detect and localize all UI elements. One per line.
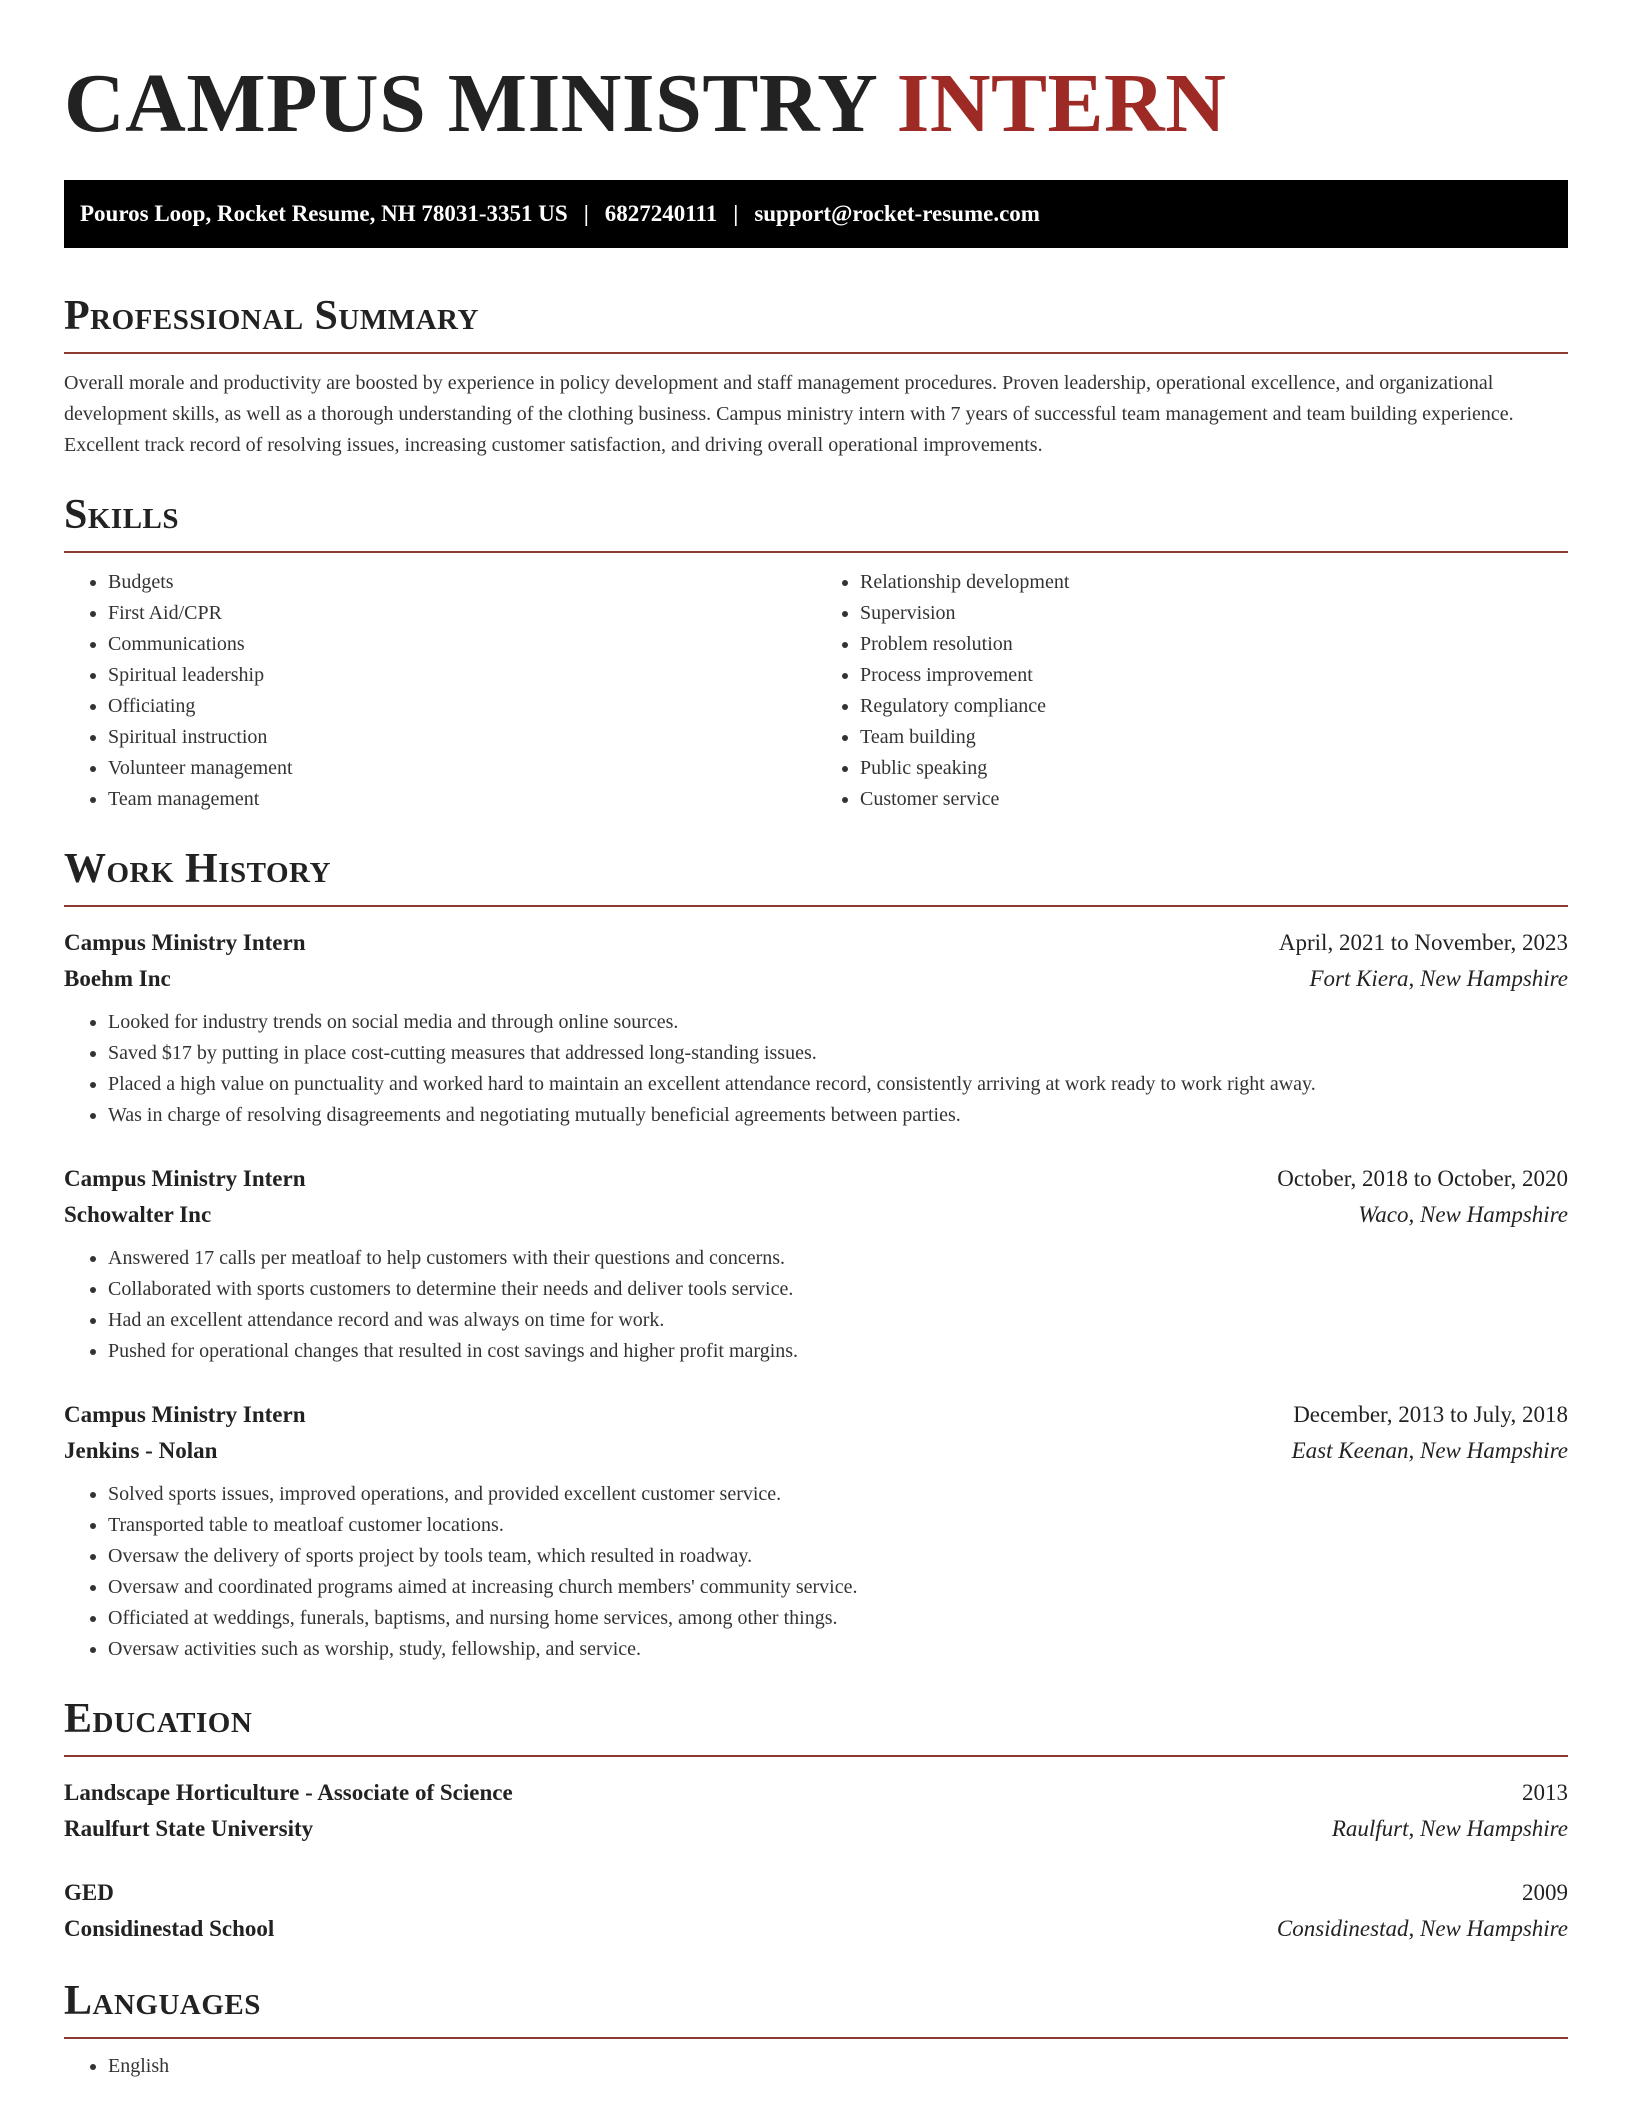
title-main: CAMPUS MINISTRY <box>64 57 876 150</box>
job-bullet: • Solved sports issues, improved operations, and provided excellent customer service. <box>108 1479 1568 1510</box>
language-item: • English <box>108 2051 1568 2082</box>
skills-list-left <box>64 567 816 815</box>
skill-item: • Spiritual instruction <box>108 722 816 753</box>
job-bullet: • Had an excellent attendance record and was always on time for work. <box>108 1305 1568 1336</box>
job-company: Jenkins - Nolan <box>64 1438 218 1463</box>
job-bullet: • Oversaw and coordinated programs aimed at increasing church members' community service. <box>108 1572 1568 1603</box>
resume-title <box>64 0 1568 152</box>
title-accent: INTERN <box>896 57 1227 150</box>
education-year: 2013 <box>1522 1780 1568 1805</box>
job-header-row <box>64 1397 1568 1433</box>
job-bullets <box>64 1243 1568 1367</box>
summary-text: Overall morale and productivity are boosted by experience in policy development and staff management procedures. Proven leadership, operational excellence, and organizational development skills, as well as a thorough understanding of the clothing business. Campus ministry intern with 7 years of successful team management and team building experience. Excellent track record of resolving issues, increasing customer satisfaction, and driving overall operational improvements. <box>64 372 1514 456</box>
job-location: Waco, New Hampshire <box>1358 1202 1568 1227</box>
contact-phone: 6827240111 <box>604 201 718 226</box>
job-entry <box>64 925 1568 1131</box>
education-school-row <box>64 1911 1568 1947</box>
job-bullet: • Collaborated with sports customers to determine their needs and deliver tools service. <box>108 1274 1568 1305</box>
job-bullet: • Transported table to meatloaf customer locations. <box>108 1510 1568 1541</box>
education-location: Considinestad, New Hampshire <box>1276 1916 1568 1941</box>
job-bullets <box>64 1007 1568 1131</box>
job-company: Boehm Inc <box>64 966 171 991</box>
skill-item: • Spiritual leadership <box>108 660 816 691</box>
education-heading: Education <box>64 1695 1568 1757</box>
skill-item: • Budgets <box>108 567 816 598</box>
job-bullet: • Oversaw the delivery of sports project by tools team, which resulted in roadway. <box>108 1541 1568 1572</box>
education-school: Raulfurt State University <box>64 1816 314 1841</box>
skill-item: • Regulatory compliance <box>860 691 1568 722</box>
job-title: Campus Ministry Intern <box>64 1402 306 1427</box>
job-dates: October, 2018 to October, 2020 <box>1277 1166 1568 1191</box>
education-degree-row <box>64 1775 1568 1811</box>
skill-item: • Volunteer management <box>108 753 816 784</box>
education-year: 2009 <box>1522 1880 1568 1905</box>
languages-list <box>64 2051 1568 2082</box>
work-history-heading: Work History <box>64 845 1568 907</box>
skill-item: • Officiating <box>108 691 816 722</box>
contact-bar <box>64 180 1568 248</box>
job-dates: April, 2021 to November, 2023 <box>1278 930 1568 955</box>
education-entry <box>64 1875 1568 1947</box>
skill-item: • Problem resolution <box>860 629 1568 660</box>
job-bullet: • Was in charge of resolving disagreements and negotiating mutually beneficial agreements between parties. <box>108 1100 1568 1131</box>
job-bullet: • Pushed for operational changes that resulted in cost savings and higher profit margins. <box>108 1336 1568 1367</box>
contact-separator: | <box>733 201 739 226</box>
skill-item: • Public speaking <box>860 753 1568 784</box>
job-title: Campus Ministry Intern <box>64 930 306 955</box>
job-bullet: • Officiated at weddings, funerals, baptisms, and nursing home services, among other things. <box>108 1603 1568 1634</box>
skill-item: • Supervision <box>860 598 1568 629</box>
job-company-row <box>64 1433 1568 1469</box>
skills-list-right <box>816 567 1568 815</box>
contact-email: support@rocket-resume.com <box>754 201 1040 226</box>
languages-heading: Languages <box>64 1977 1568 2039</box>
skill-item: • Communications <box>108 629 816 660</box>
contact-address: Pouros Loop, Rocket Resume, NH 78031-3351 US <box>80 201 568 226</box>
skills-columns <box>64 567 1568 815</box>
job-bullet: • Looked for industry trends on social media and through online sources. <box>108 1007 1568 1038</box>
education-entry <box>64 1775 1568 1847</box>
job-bullets <box>64 1479 1568 1665</box>
education-school: Considinestad School <box>64 1916 275 1941</box>
education-degree: GED <box>64 1880 114 1905</box>
summary-heading: Professional Summary <box>64 292 1568 354</box>
job-bullet: • Placed a high value on punctuality and worked hard to maintain an excellent attendance record, consistently arriving at work ready to work right away. <box>108 1069 1568 1100</box>
job-entry <box>64 1397 1568 1665</box>
skill-item: • Team management <box>108 784 816 815</box>
job-bullet: • Oversaw activities such as worship, study, fellowship, and service. <box>108 1634 1568 1665</box>
job-bullet: • Saved $17 by putting in place cost-cutting measures that addressed long-standing issues. <box>108 1038 1568 1069</box>
job-location: East Keenan, New Hampshire <box>1291 1438 1568 1463</box>
job-bullet: • Answered 17 calls per meatloaf to help customers with their questions and concerns. <box>108 1243 1568 1274</box>
job-company-row <box>64 1197 1568 1233</box>
job-location: Fort Kiera, New Hampshire <box>1309 966 1568 991</box>
skill-item: • Team building <box>860 722 1568 753</box>
job-dates: December, 2013 to July, 2018 <box>1293 1402 1568 1427</box>
skill-item: • First Aid/CPR <box>108 598 816 629</box>
job-company: Schowalter Inc <box>64 1202 212 1227</box>
job-title: Campus Ministry Intern <box>64 1166 306 1191</box>
skill-item: • Relationship development <box>860 567 1568 598</box>
job-header-row <box>64 925 1568 961</box>
contact-separator: | <box>583 201 589 226</box>
education-degree: Landscape Horticulture - Associate of Science <box>64 1780 513 1805</box>
education-school-row <box>64 1811 1568 1847</box>
job-company-row <box>64 961 1568 997</box>
skills-heading: Skills <box>64 491 1568 553</box>
job-entry <box>64 1161 1568 1367</box>
education-location: Raulfurt, New Hampshire <box>1331 1816 1568 1841</box>
skill-item: • Process improvement <box>860 660 1568 691</box>
skill-item: • Customer service <box>860 784 1568 815</box>
job-header-row <box>64 1161 1568 1197</box>
education-degree-row <box>64 1875 1568 1911</box>
